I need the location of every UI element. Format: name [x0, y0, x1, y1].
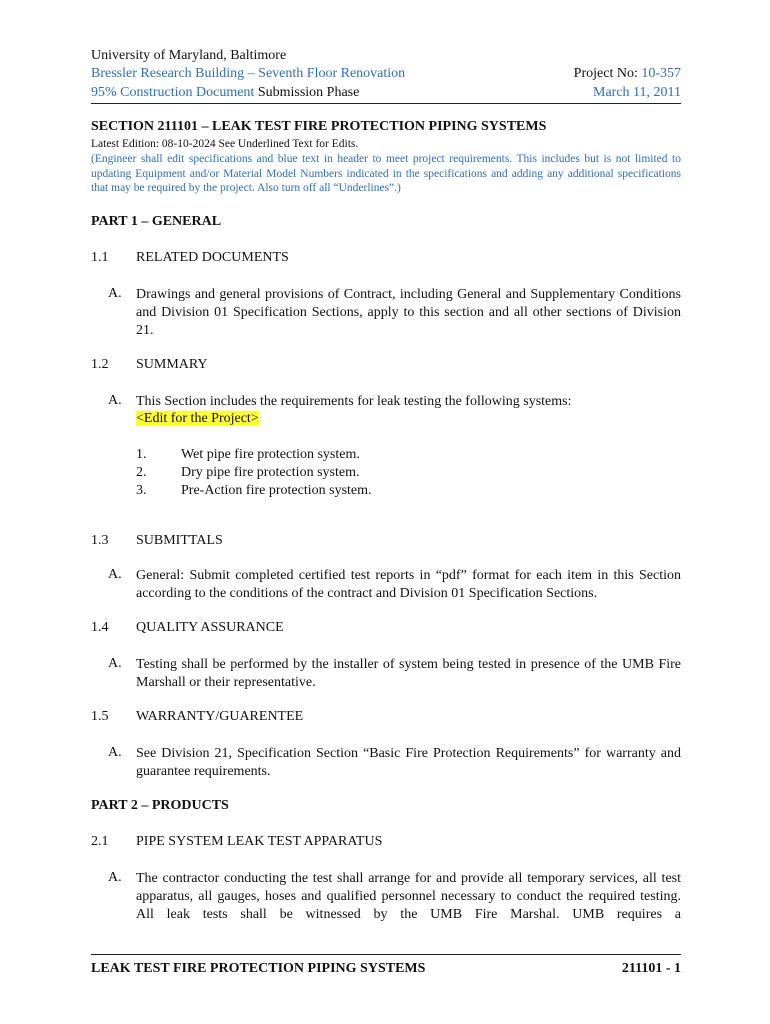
header-phase-rest: Submission Phase	[254, 85, 360, 100]
footer-page-number: 211101 - 1	[621, 961, 681, 976]
s1-5-heading: WARRANTY/GUARENTEE	[136, 709, 304, 724]
header-institution: University of Maryland, Baltimore	[91, 48, 287, 63]
edit-tag-highlight: <Edit for the Project>	[136, 411, 259, 426]
s1-4-a-letter: A.	[108, 656, 122, 671]
list-item: Wet pipe fire protection system.	[181, 447, 360, 462]
s2-1-heading: PIPE SYSTEM LEAK TEST APPARATUS	[136, 834, 383, 849]
part2-title: PART 2 – PRODUCTS	[91, 798, 229, 813]
s1-5-a-letter: A.	[108, 745, 122, 760]
list-item: Pre-Action fire protection system.	[181, 483, 372, 498]
footer-divider	[91, 954, 681, 955]
s1-3-a-letter: A.	[108, 567, 122, 582]
header-date: March 11, 2011	[593, 85, 681, 100]
s1-5-number: 1.5	[91, 709, 109, 724]
section-note: (Engineer shall edit specifications and blue text in header to meet project requirements. This includes but is not limited to updating Equipment and/or Material Model Numbers indicated in the specifications and adding any additional specifications that may be required by the project. Also turn off all “Underlines”.)	[91, 153, 681, 194]
s1-3-a-text: General: Submit completed certified test reports in “pdf” format for each item in this Section according to the conditions of the contract and Division 01 Specification Sections.	[136, 568, 681, 601]
s1-3-heading: SUBMITTALS	[136, 533, 223, 548]
s1-2-number: 1.2	[91, 357, 109, 372]
section-edition: Latest Edition: 08-10-2024 See Underlined Text for Edits.	[91, 138, 359, 150]
list-item-number: 1.	[136, 447, 147, 462]
s2-1-a-text: The contractor conducting the test shall arrange for and provide all temporary services, all test apparatus, all gauges, hoses and qualified personnel necessary to conduct the required testing. All leak tests shall be witnessed by the UMB Fire Marshal. UMB requires a	[136, 871, 681, 922]
section-title: SECTION 211101 – LEAK TEST FIRE PROTECTION PIPING SYSTEMS	[91, 119, 547, 134]
list-item-number: 3.	[136, 483, 147, 498]
s2-1-number: 2.1	[91, 834, 109, 849]
s1-5-a-text: See Division 21, Specification Section “Basic Fire Protection Requirements” for warranty and guarantee requirements.	[136, 746, 681, 779]
header-phase-blue: 95% Construction Document	[91, 85, 255, 100]
s1-4-a-text: Testing shall be performed by the installer of system being tested in presence of the UMB Fire Marshall or their representative.	[136, 657, 681, 690]
s1-4-heading: QUALITY ASSURANCE	[136, 620, 284, 635]
s1-2-a-letter: A.	[108, 393, 122, 408]
footer-title: LEAK TEST FIRE PROTECTION PIPING SYSTEMS	[91, 961, 426, 976]
s1-1-a-letter: A.	[108, 286, 122, 301]
part1-title: PART 1 – GENERAL	[91, 214, 222, 229]
s1-2-heading: SUMMARY	[136, 357, 208, 372]
edit-tag	[136, 411, 259, 427]
s1-3-number: 1.3	[91, 533, 109, 548]
s1-1-a-text: Drawings and general provisions of Contract, including General and Supplementary Conditions and Division 01 Specification Sections, apply to this section and all other sections of Division 21.	[136, 287, 681, 338]
header-project-number	[574, 65, 681, 83]
s2-1-a-letter: A.	[108, 870, 122, 885]
s1-4-number: 1.4	[91, 620, 109, 635]
s1-1-number: 1.1	[91, 250, 109, 265]
header-divider	[91, 103, 681, 104]
project-no: 10-357	[641, 66, 681, 81]
s1-2-a-text: This Section includes the requirements for leak testing the following systems:	[136, 394, 572, 409]
s1-1-heading: RELATED DOCUMENTS	[136, 250, 289, 265]
list-item: Dry pipe fire protection system.	[181, 465, 360, 480]
header-building: Bressler Research Building – Seventh Floor Renovation	[91, 66, 406, 81]
list-item-number: 2.	[136, 465, 147, 480]
project-label: Project No:	[573, 66, 642, 81]
